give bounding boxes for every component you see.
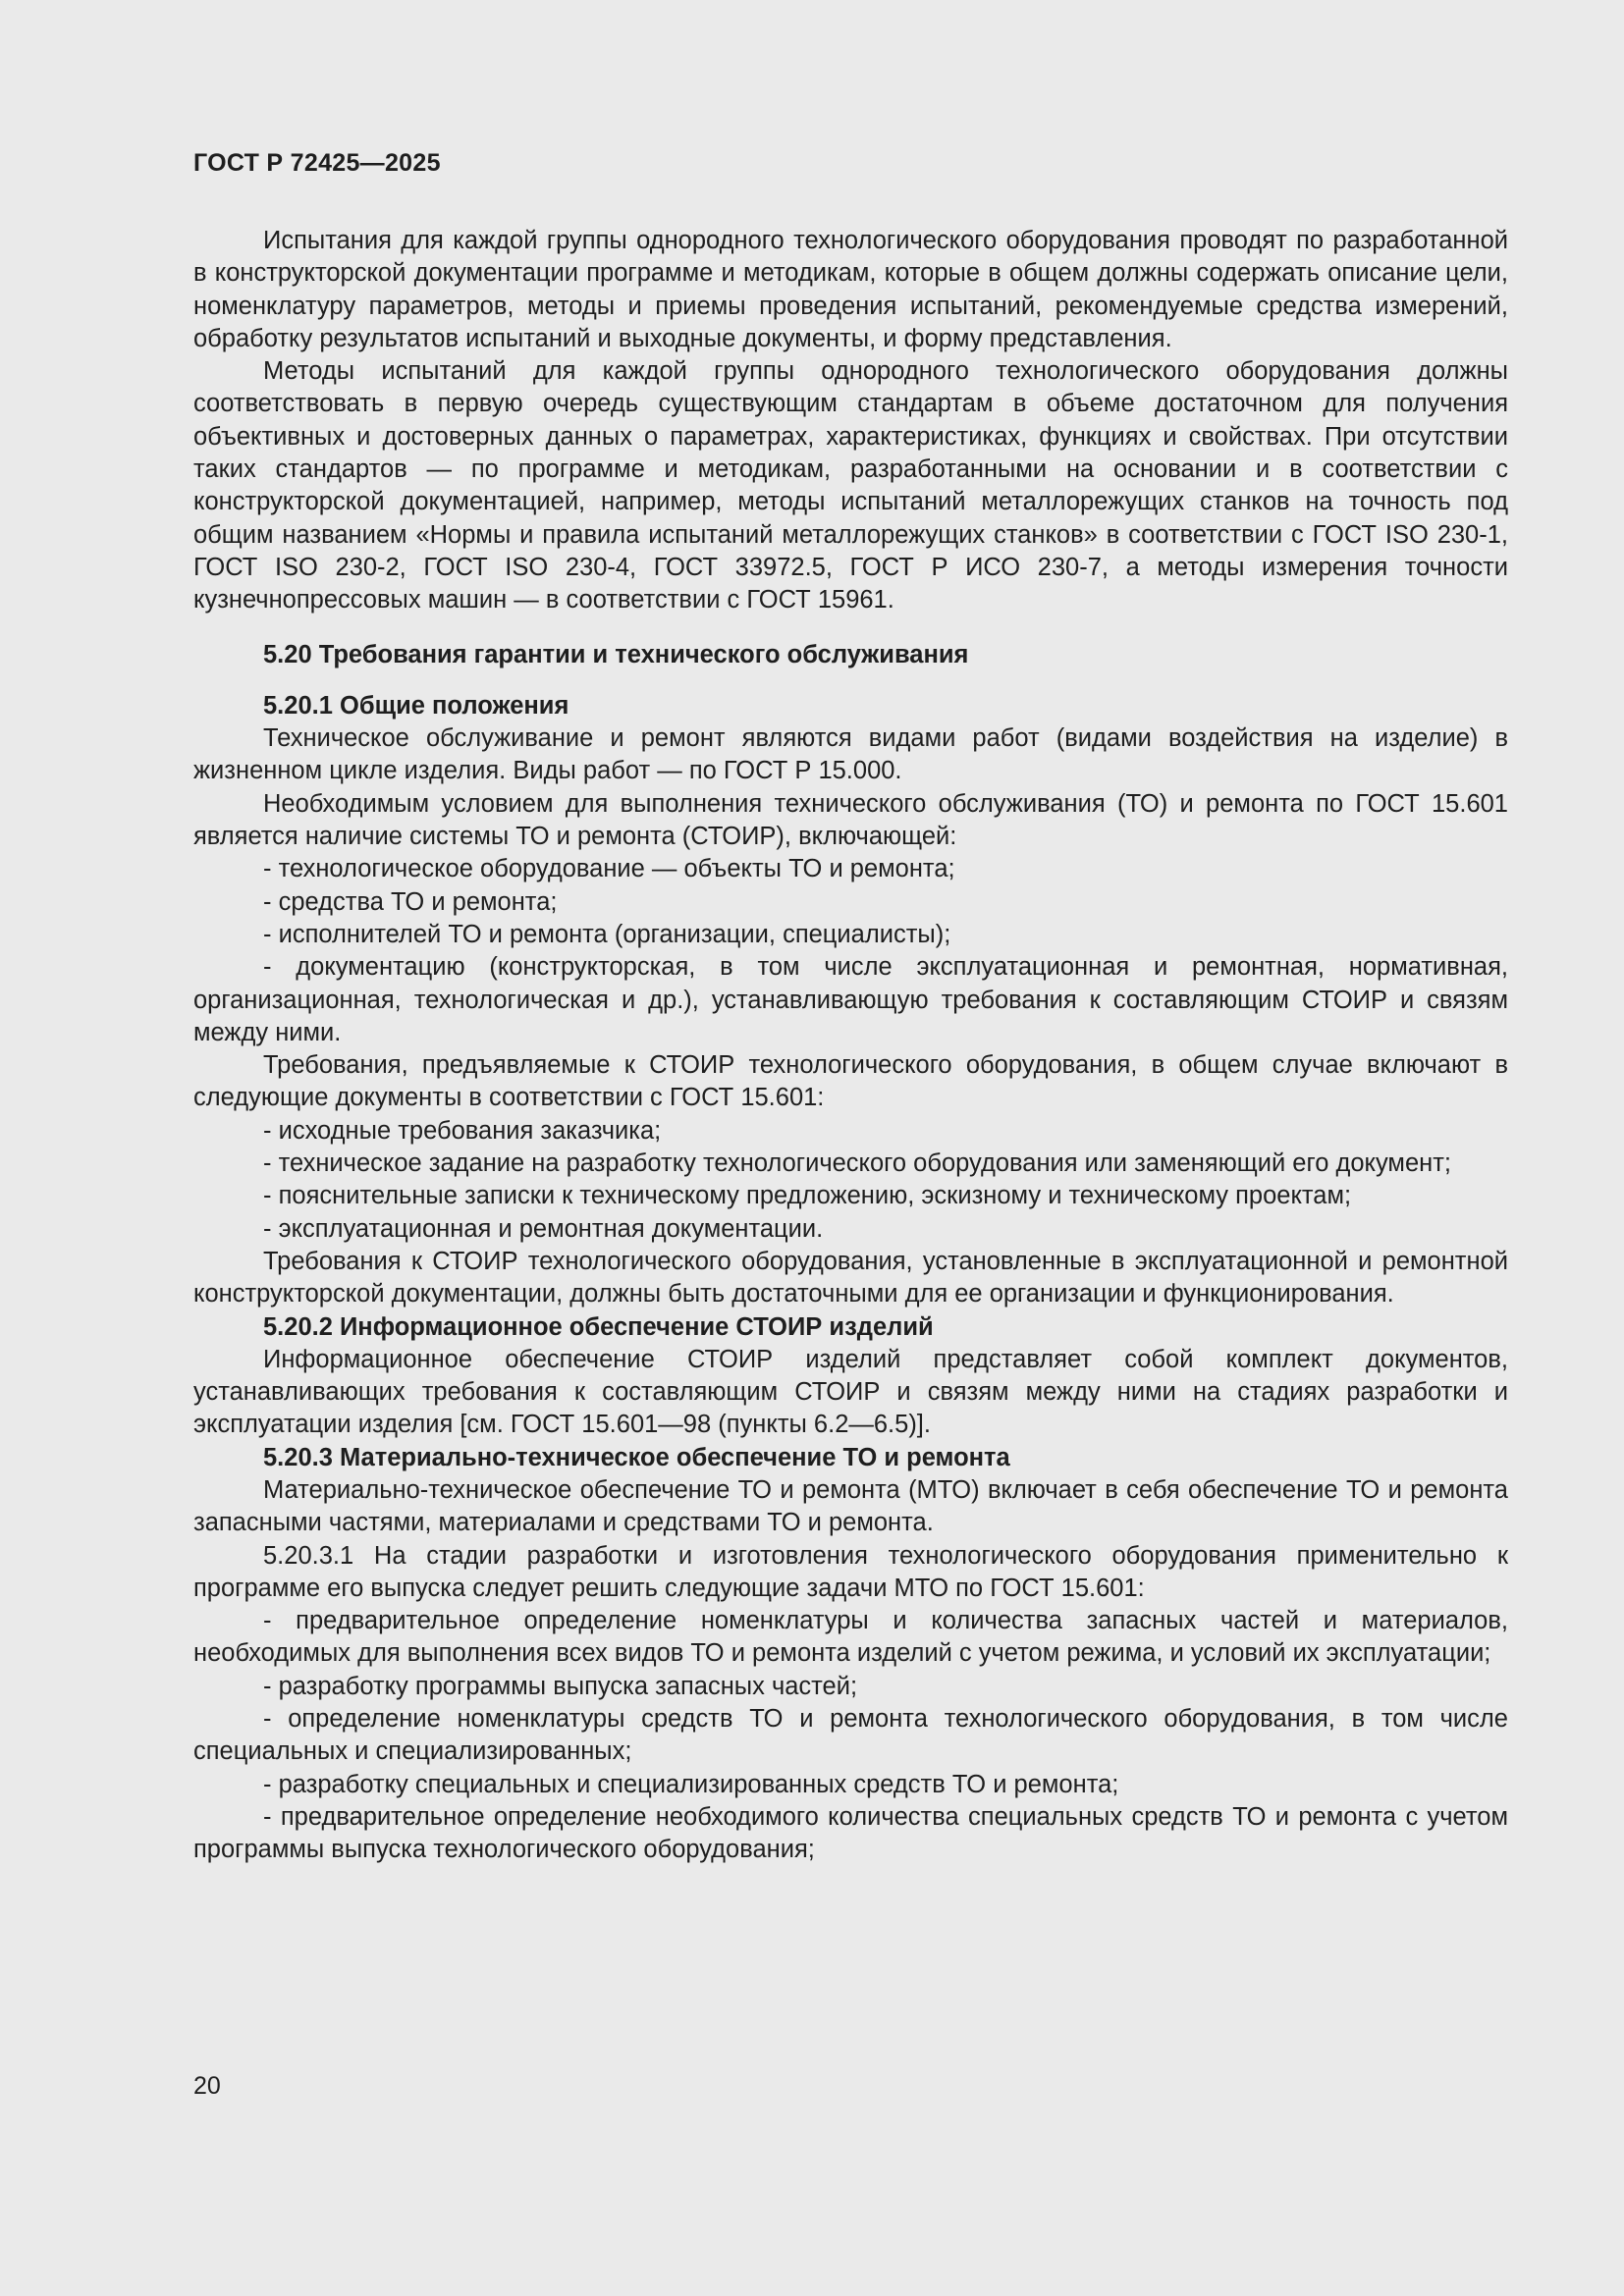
page-number: 20 xyxy=(193,2072,221,2100)
section-heading-5-20: 5.20 Требования гарантии и технического обслуживания xyxy=(263,640,969,668)
list-item: - предварительное определение необходимого количества специальных средств ТО и ремонта с учетом программы выпуска технологического оборудования; xyxy=(193,1802,1508,1864)
document-body xyxy=(193,225,1508,1867)
section-heading-5-20-3: 5.20.3 Материально-техническое обеспечение ТО и ремонта xyxy=(263,1443,1010,1471)
list-item: - технологическое оборудование — объекты ТО и ремонта; xyxy=(263,855,955,883)
paragraph: Испытания для каждой группы однородного технологического оборудования проводят по разработанной в конструкторской документации программе и методикам, которые в общем должны содержать описание цели, номенклатуру параметров, методы и приемы проведения испытаний, рекомендуемые средства измерений, обработку результатов испытаний и выходные документы, и форму представления. xyxy=(193,227,1508,352)
paragraph: 5.20.3.1 На стадии разработки и изготовления технологического оборудования применительно к программе его выпуска следует решить следующие задачи МТО по ГОСТ 15.601: xyxy=(193,1541,1508,1602)
paragraph: Требования, предъявляемые к СТОИР технологического оборудования, в общем случае включают в следующие документы в соответствии с ГОСТ 15.601: xyxy=(193,1051,1508,1112)
paragraph: Методы испытаний для каждой группы однородного технологического оборудования должны соответствовать в первую очередь существующим стандартам в объеме достаточном для получения объективных и достоверных данных о параметрах, характеристиках, функциях и свойствах. При отсутствии таких стандартов — по программе и методикам, разработанными на основании и в соответствии с конструкторской документацией, например, методы испытаний металлорежущих станков на точность под общим названием «Нормы и правила испытаний металлорежущих станков» в соответствии с ГОСТ ISO 230-1, ГОСТ ISO 230-2, ГОСТ ISO 230-4, ГОСТ 33972.5, ГОСТ Р ИСО 230-7, а методы измерения точности кузнечнопрессовых машин — в соответствии с ГОСТ 15961. xyxy=(193,357,1508,614)
list-item: - средства ТО и ремонта; xyxy=(263,887,558,916)
list-item: - разработку программы выпуска запасных частей; xyxy=(263,1672,858,1700)
list-item: - эксплуатационная и ремонтная документации. xyxy=(263,1214,824,1243)
list-item: - техническое задание на разработку технологического оборудования или заменяющий его документ; xyxy=(263,1149,1451,1178)
list-item: - документацию (конструкторская, в том числе эксплуатационная и ремонтная, нормативная, организационная, технологическая и др.), устанавливающую требования к составляющим СТОИР и связям между ними. xyxy=(193,953,1508,1046)
paragraph: Материально-техническое обеспечение ТО и ремонта (МТО) включает в себя обеспечение ТО и ремонта запасными частями, материалами и средствами ТО и ремонта. xyxy=(193,1475,1508,1537)
document-header: ГОСТ Р 72425—2025 xyxy=(193,149,441,177)
paragraph: Требования к СТОИР технологического оборудования, установленные в эксплуатационной и ремонтной конструкторской документации, должны быть достаточными для ее организации и функционирования. xyxy=(193,1247,1508,1308)
list-item: - предварительное определение номенклатуры и количества запасных частей и материалов, необходимых для выполнения всех видов ТО и ремонта изделий с учетом режима, и условий их эксплуатации; xyxy=(193,1607,1508,1668)
list-item: - исполнителей ТО и ремонта (организации, специалисты); xyxy=(263,920,951,948)
list-item: - определение номенклатуры средств ТО и ремонта технологического оборудования, в том числе специальных и специализированных; xyxy=(193,1705,1508,1766)
list-item: - разработку специальных и специализированных средств ТО и ремонта; xyxy=(263,1770,1119,1798)
list-item: - исходные требования заказчика; xyxy=(263,1116,662,1145)
section-heading-5-20-1: 5.20.1 Общие положения xyxy=(263,691,569,720)
list-item: - пояснительные записки к техническому предложению, эскизному и техническому проектам; xyxy=(263,1182,1352,1210)
paragraph: Информационное обеспечение СТОИР изделий представляет собой комплект документов, устанавливающих требования к составляющим СТОИР и связям между ними на стадиях разработки и эксплуатации изделия [см. ГОСТ 15.601—98 (пункты 6.2—6.5)]. xyxy=(193,1345,1508,1439)
section-heading-5-20-2: 5.20.2 Информационное обеспечение СТОИР изделий xyxy=(263,1312,934,1341)
paragraph: Необходимым условием для выполнения технического обслуживания (ТО) и ремонта по ГОСТ 15.601 является наличие системы ТО и ремонта (СТОИР), включающей: xyxy=(193,789,1508,851)
paragraph: Техническое обслуживание и ремонт являются видами работ (видами воздействия на изделие) в жизненном цикле изделия. Виды работ — по ГОСТ Р 15.000. xyxy=(193,724,1508,785)
